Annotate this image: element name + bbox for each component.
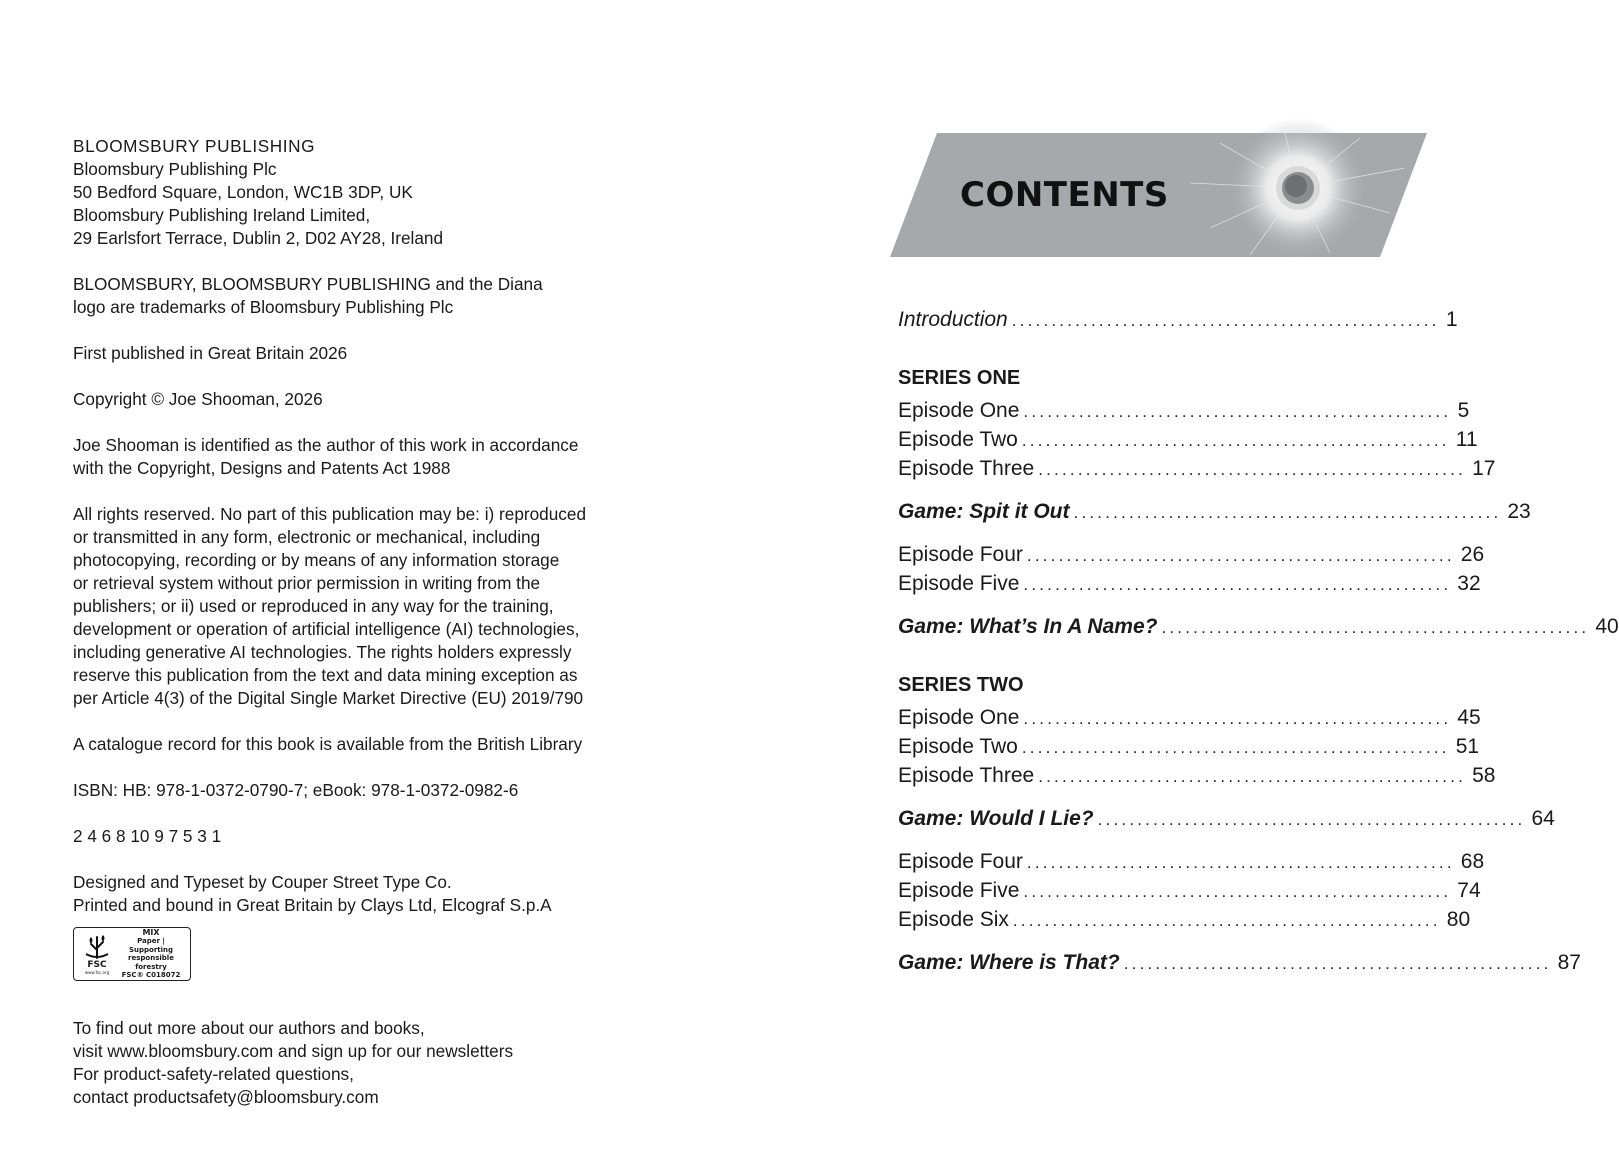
- imprint-line: 50 Bedford Square, London, WC1B 3DP, UK: [73, 182, 413, 202]
- toc-entry-title: Episode Two: [898, 735, 1018, 758]
- toc-leader-dots: ......................................................: [1021, 431, 1450, 450]
- imprint-line: BLOOMSBURY PUBLISHING: [73, 136, 316, 156]
- toc-leader-dots: ......................................................: [1023, 882, 1452, 901]
- imprint-paragraph: [73, 135, 653, 250]
- imprint-text: [73, 135, 653, 917]
- imprint-line: Printed and bound in Great Britain by Clays Ltd, Elcograf S.p.A: [73, 895, 552, 915]
- toc-leader-dots: ......................................................: [1026, 546, 1455, 565]
- fsc-site: www.fsc.org: [84, 969, 110, 975]
- toc-leader-dots: ......................................................: [1012, 911, 1441, 930]
- toc-entry-page: 23: [1507, 500, 1531, 523]
- toc-entry-title: Episode Three: [898, 457, 1035, 480]
- toc-entry-page: 74: [1457, 879, 1481, 902]
- fsc-code: FSC® C018072: [121, 971, 181, 979]
- fsc-line1: Paper | Supporting: [128, 937, 174, 954]
- toc-entry-page: 64: [1531, 807, 1555, 830]
- imprint-line: Designed and Typeset by Couper Street Type Co.: [73, 872, 452, 892]
- imprint-line: publishers; or ii) used or reproduced in any way for the training,: [73, 596, 554, 616]
- toc-entry: [898, 905, 1471, 934]
- imprint-line: Copyright © Joe Shooman, 2026: [73, 389, 323, 409]
- imprint-paragraph: [73, 779, 653, 802]
- imprint-line: Joe Shooman is identified as the author of this work in accordance: [73, 435, 579, 455]
- imprint-line: All rights reserved. No part of this publication may be: i) reproduced: [73, 504, 587, 524]
- imprint-line: reserve this publication from the text and data mining exception as: [73, 665, 578, 685]
- imprint-closing: [73, 1017, 653, 1109]
- imprint-paragraph: [73, 871, 653, 917]
- toc-entry-page: 11: [1455, 428, 1478, 451]
- series-heading: SERIES ONE: [898, 367, 1021, 389]
- toc-spacer: [898, 598, 1400, 612]
- imprint-paragraph: [73, 1017, 653, 1109]
- toc-entry: [898, 569, 1481, 598]
- toc-entry: [898, 804, 1555, 833]
- toc-entry: [898, 396, 1470, 425]
- toc-spacer: [898, 526, 1400, 540]
- toc-entry-title: Game: Spit it Out: [898, 500, 1070, 523]
- fsc-logo: [73, 927, 191, 981]
- imprint-line: ISBN: HB: 978-1-0372-0790-7; eBook: 978-1-0372-0982-6: [73, 780, 519, 800]
- fsc-line2: responsible forestry: [128, 954, 174, 971]
- toc-entry: [898, 847, 1485, 876]
- toc-entry-title: Episode Four: [898, 850, 1023, 873]
- toc-entry-title: Episode Five: [898, 572, 1020, 595]
- toc-entry-page: 1: [1445, 308, 1458, 331]
- toc-entry-title: Episode Three: [898, 764, 1035, 787]
- imprint-line: visit www.bloomsbury.com and sign up for our newsletters: [73, 1041, 514, 1061]
- toc-entry-page: 80: [1446, 908, 1471, 931]
- toc-entry-page: 26: [1460, 543, 1485, 566]
- imprint-line: with the Copyright, Designs and Patents Act 1988: [73, 458, 451, 478]
- imprint-line: per Article 4(3) of the Digital Single Market Directive (EU) 2019/790: [73, 688, 584, 708]
- toc-entry-title: Game: Would I Lie?: [898, 807, 1094, 830]
- imprint-line: A catalogue record for this book is available from the British Library: [73, 734, 583, 754]
- imprint-line: including generative AI technologies. The rights holders expressly: [73, 642, 572, 662]
- toc-entry: [898, 876, 1481, 905]
- imprint-line: Bloomsbury Publishing Plc: [73, 159, 277, 179]
- imprint-line: or transmitted in any form, electronic or mechanical, including: [73, 527, 541, 547]
- imprint-line: BLOOMSBURY, BLOOMSBURY PUBLISHING and the Diana: [73, 274, 543, 294]
- toc-entry: [898, 454, 1496, 483]
- toc-entry-title: Episode One: [898, 706, 1020, 729]
- toc-entry: [898, 732, 1480, 761]
- toc-entry-page: 5: [1457, 399, 1470, 422]
- toc-entry-page: 58: [1472, 764, 1496, 787]
- toc-leader-dots: ......................................................: [1097, 810, 1526, 829]
- imprint-line: 2 4 6 8 10 9 7 5 3 1: [73, 826, 222, 846]
- imprint-line: photocopying, recording or by means of any information storage: [73, 550, 560, 570]
- toc-entry-page: 17: [1472, 457, 1496, 480]
- toc-entry-title: Episode Two: [898, 428, 1018, 451]
- toc-entry-page: 87: [1557, 951, 1581, 974]
- imprint-paragraph: [73, 388, 653, 411]
- table-of-contents: [898, 305, 1619, 977]
- toc-entry: [898, 540, 1485, 569]
- imprint-line: 29 Earlsfort Terrace, Dublin 2, D02 AY28, Ireland: [73, 228, 444, 248]
- imprint-line: contact productsafety@bloomsbury.com: [73, 1087, 379, 1107]
- imprint-page: [73, 135, 653, 1132]
- toc-leader-dots: ......................................................: [1073, 503, 1502, 522]
- toc-entry: [898, 703, 1481, 732]
- imprint-paragraph: [73, 273, 653, 319]
- toc-entry: [898, 305, 1458, 334]
- toc-entry: [898, 425, 1478, 454]
- toc-entry-page: 68: [1460, 850, 1485, 873]
- series-heading: SERIES TWO: [898, 674, 1024, 696]
- imprint-line: logo are trademarks of Bloomsbury Publishing Plc: [73, 297, 454, 317]
- imprint-line: To find out more about our authors and books,: [73, 1018, 425, 1038]
- toc-entry-title: Introduction: [898, 308, 1008, 331]
- imprint-line: For product-safety-related questions,: [73, 1064, 354, 1084]
- contents-banner: [890, 133, 1427, 257]
- imprint-paragraph: [73, 503, 653, 710]
- toc-leader-dots: ......................................................: [1023, 709, 1452, 728]
- toc-leader-dots: ......................................................: [1038, 767, 1467, 786]
- fsc-brand: FSC: [87, 959, 107, 970]
- toc-spacer: [898, 790, 1400, 804]
- toc-leader-dots: ......................................................: [1023, 402, 1452, 421]
- toc-leader-dots: ......................................................: [1021, 738, 1450, 757]
- toc-entry: [898, 497, 1531, 526]
- toc-entry: [898, 761, 1496, 790]
- toc-entry-page: 45: [1457, 706, 1481, 729]
- imprint-paragraph: [73, 434, 653, 480]
- imprint-paragraph: [73, 825, 653, 848]
- toc-entry-page: 40: [1595, 615, 1619, 638]
- toc-entry-page: 32: [1457, 572, 1481, 595]
- imprint-line: or retrieval system without prior permission in writing from the: [73, 573, 541, 593]
- toc-leader-dots: ......................................................: [1011, 311, 1440, 330]
- imprint-line: First published in Great Britain 2026: [73, 343, 348, 363]
- toc-spacer: [898, 833, 1400, 847]
- toc-leader-dots: ......................................................: [1023, 575, 1452, 594]
- toc-leader-dots: ......................................................: [1038, 460, 1467, 479]
- fsc-tree-icon: [78, 930, 116, 978]
- toc-leader-dots: ......................................................: [1161, 618, 1590, 637]
- toc-entry: [898, 948, 1581, 977]
- toc-entry-title: Episode Four: [898, 543, 1023, 566]
- toc-leader-dots: ......................................................: [1026, 853, 1455, 872]
- toc-entry: [898, 612, 1619, 641]
- toc-spacer: [898, 483, 1400, 497]
- contents-title: CONTENTS: [960, 175, 1169, 215]
- toc-spacer: [898, 934, 1400, 948]
- toc-entry-title: Episode One: [898, 399, 1020, 422]
- toc-entry-title: Game: What’s In A Name?: [898, 615, 1158, 638]
- imprint-paragraph: [73, 733, 653, 756]
- imprint-line: Bloomsbury Publishing Ireland Limited,: [73, 205, 371, 225]
- toc-entry-title: Episode Six: [898, 908, 1009, 931]
- imprint-line: development or operation of artificial intelligence (AI) technologies,: [73, 619, 580, 639]
- toc-entry-page: 51: [1455, 735, 1480, 758]
- fsc-mix: MIX: [142, 927, 160, 937]
- toc-entry-title: Game: Where is That?: [898, 951, 1120, 974]
- imprint-paragraph: [73, 342, 653, 365]
- toc-leader-dots: ......................................................: [1123, 954, 1552, 973]
- toc-entry-title: Episode Five: [898, 879, 1020, 902]
